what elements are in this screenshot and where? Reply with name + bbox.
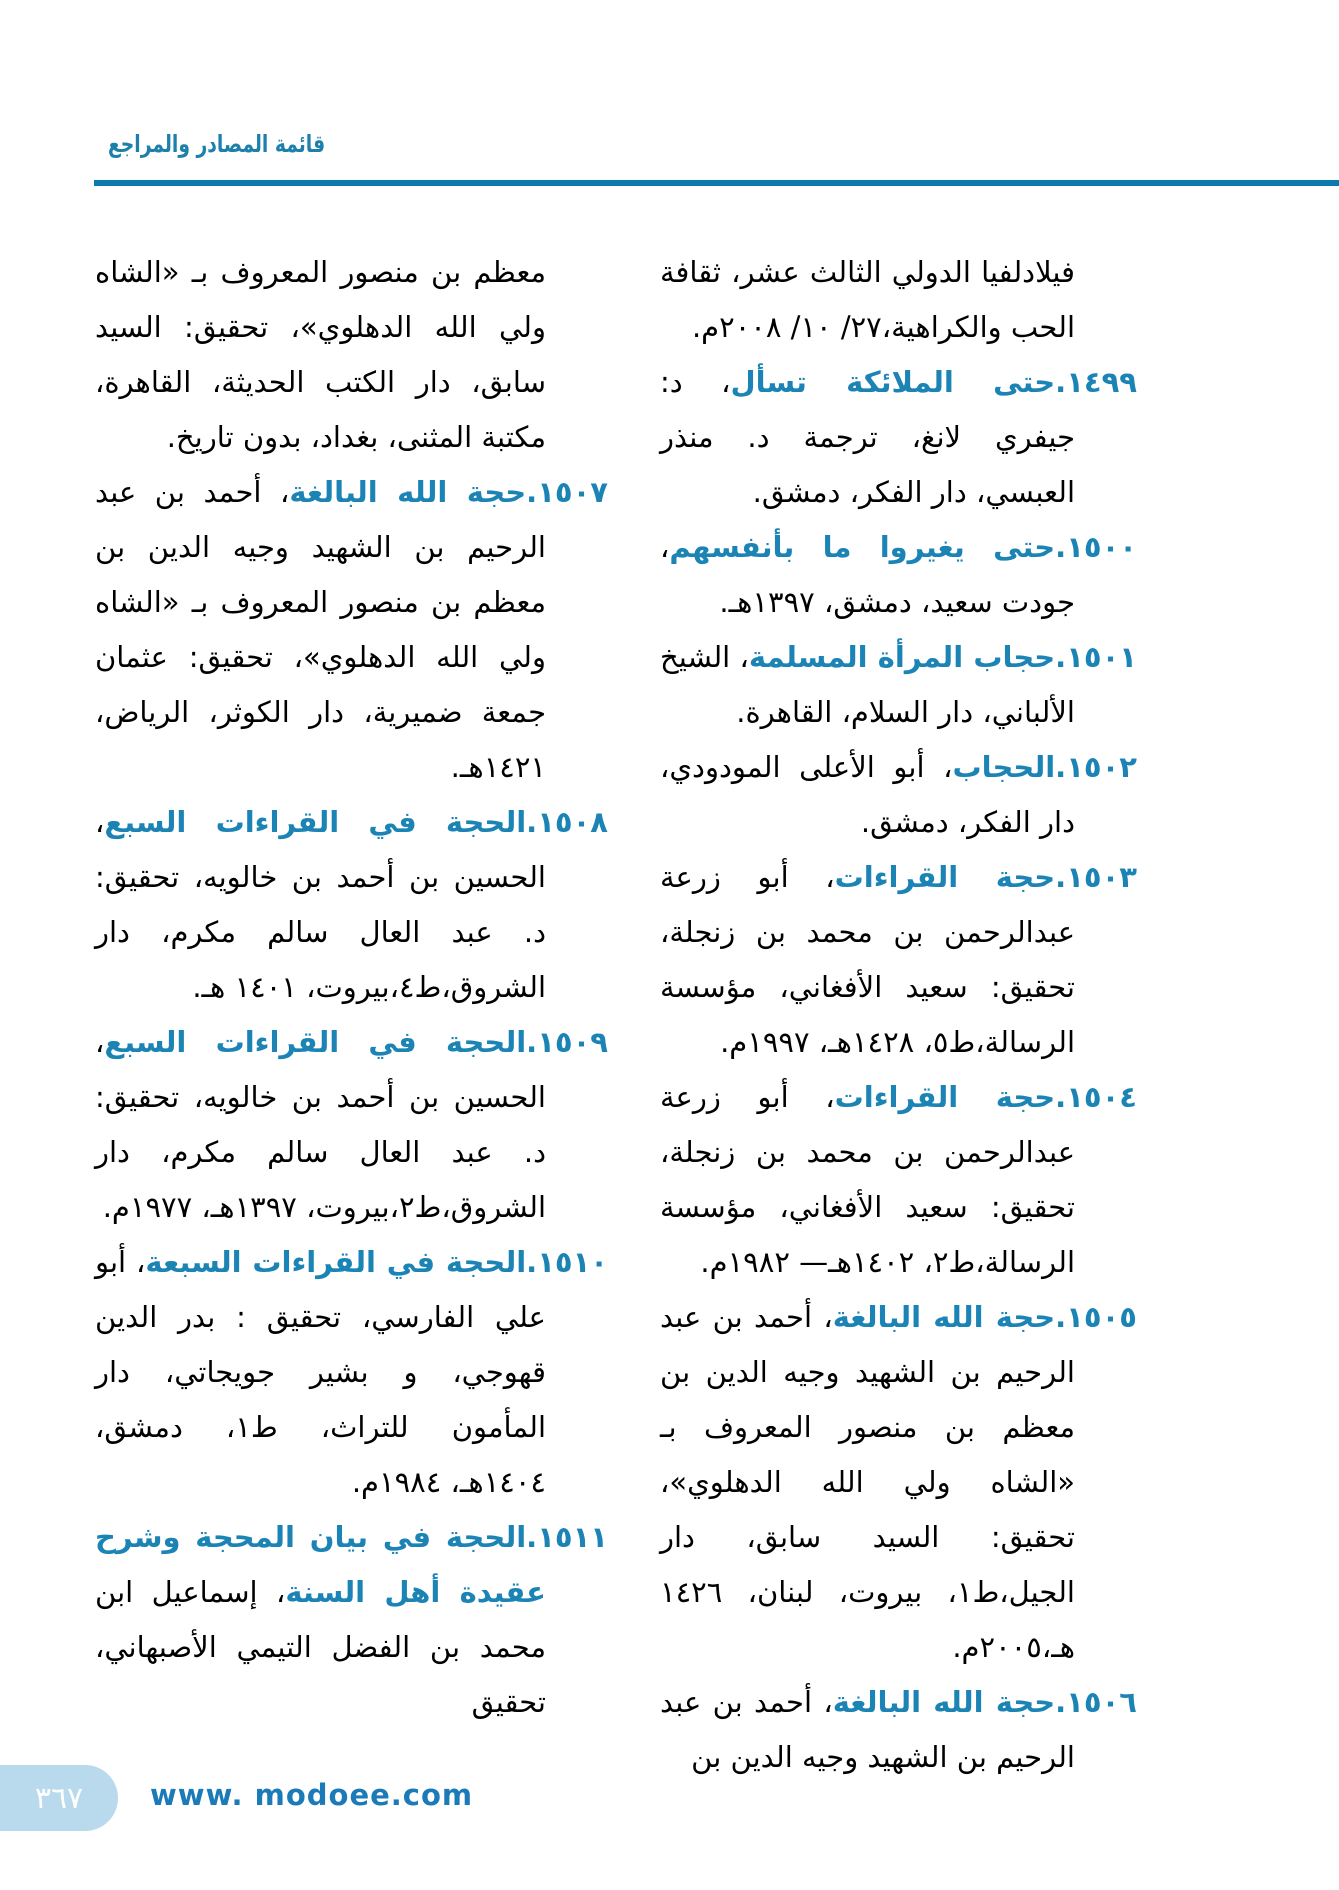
- page-header-title: قائمة المصادر والمراجع: [108, 130, 326, 158]
- entry-number: ١٥٠٢.: [1055, 750, 1137, 784]
- entry-title: الحجاب: [952, 750, 1056, 784]
- reference-entry: [660, 1675, 1137, 1785]
- reference-entry: [660, 1070, 1137, 1290]
- entry-text: ، أحمد بن عبد الرحيم بن الشهيد وجيه الدين بن: [660, 1685, 1075, 1774]
- reference-continuation: [95, 245, 608, 465]
- entry-title: الحجة في القراءات السبعة: [145, 1245, 527, 1279]
- entry-number: ١٥٠٨.: [526, 805, 608, 839]
- entry-text: ، أبو الأعلى المودودي، دار الفكر، دمشق.: [660, 750, 1075, 839]
- reference-entry: [660, 1290, 1137, 1675]
- entry-title: حجة الله البالغة: [289, 475, 527, 509]
- reference-entry: [660, 850, 1137, 1070]
- entry-text: ، أبو زرعة عبدالرحمن بن محمد بن زنجلة، تحقيق: سعيد الأفغاني، مؤسسة الرسالة،ط٢، ١٤٠٢هـ— ١٩٨٢م.: [660, 1080, 1075, 1279]
- header-divider-rule: [94, 180, 1339, 186]
- entry-number: ١٥٠١.: [1055, 640, 1138, 674]
- page-number: ٣٦٧: [34, 1780, 84, 1816]
- reference-continuation: [660, 245, 1137, 355]
- entry-text: ، د: جيفري لانغ، ترجمة د. منذر العبسي، دار الفكر، دمشق.: [660, 365, 1075, 509]
- entry-number: ١٥٠٠.: [1055, 530, 1137, 564]
- references-column-right: [660, 245, 1137, 1785]
- entry-number: ١٥١٠.: [526, 1245, 608, 1279]
- entry-text: ، جودت سعيد، دمشق، ١٣٩٧هـ.: [660, 530, 1075, 619]
- entry-number: ١٥١١.: [526, 1520, 608, 1554]
- entry-text: ، الشيخ الألباني، دار السلام، القاهرة.: [660, 640, 1075, 729]
- entry-text: معظم بن منصور المعروف بـ «الشاه ولي الله الدهلوي»، تحقيق: السيد سابق، دار الكتب الحديثة، القاهرة، مكتبة المثنى، بغداد، بدون تاريخ.: [95, 255, 546, 454]
- entry-title: حجة القراءات: [834, 860, 1056, 894]
- entry-title: حتى الملائكة تسأل: [730, 365, 1056, 399]
- entry-title: حتى يغيروا ما بأنفسهم: [669, 530, 1056, 564]
- entry-text: فيلادلفيا الدولي الثالث عشر، ثقافة الحب والكراهية،٢٧/ ١٠/ ٢٠٠٨م.: [660, 255, 1075, 344]
- reference-entry: [660, 520, 1137, 630]
- reference-entry: [95, 465, 608, 795]
- entry-number: ١٥٠٩.: [526, 1025, 608, 1059]
- entry-title: حجة القراءات: [834, 1080, 1056, 1114]
- entry-number: ١٥٠٥.: [1055, 1300, 1137, 1334]
- reference-entry: [660, 740, 1137, 850]
- entry-text: ، أحمد بن عبد الرحيم بن الشهيد وجيه الدين بن معظم بن منصور المعروف بـ «الشاه ولي الله الدهلوي»، تحقيق: عثمان جمعة ضميرية، دار الكوثر، الرياض، ١٤٢١هـ.: [95, 475, 546, 784]
- reference-entry: [660, 355, 1137, 520]
- page-number-badge: [0, 1765, 118, 1831]
- entry-number: ١٥٠٤.: [1055, 1080, 1137, 1114]
- reference-entry: [95, 1510, 608, 1730]
- entry-title: الحجة في بيان المحجة وشرح عقيدة أهل السنة: [95, 1520, 546, 1609]
- reference-entry: [660, 630, 1137, 740]
- entry-text: ، إسماعيل ابن محمد بن الفضل التيمي الأصبهاني، تحقيق: [95, 1575, 546, 1719]
- entry-text: ، أبو علي الفارسي، تحقيق : بدر الدين قهوجي، و بشير جويجاتي، دار المأمون للتراث، ط١، دمشق، ١٤٠٤هـ، ١٩٨٤م.: [95, 1245, 546, 1499]
- entry-title: حجاب المرأة المسلمة: [748, 640, 1056, 674]
- reference-entry: [95, 1015, 608, 1235]
- reference-entry: [95, 1235, 608, 1510]
- entry-text: ، أحمد بن عبد الرحيم بن الشهيد وجيه الدين بن معظم بن منصور المعروف بـ «الشاه ولي الله الدهلوي»، تحقيق: السيد سابق، دار الجيل،ط١، بيروت، لبنان، ١٤٢٦ هـ،٢٠٠٥م.: [660, 1300, 1075, 1664]
- entry-text: ، الحسين بن أحمد بن خالويه، تحقيق: د. عبد العال سالم مكرم، دار الشروق،ط٢،بيروت، ١٣٩٧هـ، ١٩٧٧م.: [95, 1025, 546, 1224]
- entry-number: ١٥٠٦.: [1055, 1685, 1137, 1719]
- website-link[interactable]: www. modoee.com: [150, 1778, 474, 1812]
- references-column-left: [95, 245, 608, 1730]
- entry-number: ١٥٠٧.: [526, 475, 608, 509]
- entry-title: الحجة في القراءات السبع: [104, 805, 527, 839]
- entry-number: ١٤٩٩.: [1055, 365, 1138, 399]
- entry-text: ، أبو زرعة عبدالرحمن بن محمد بن زنجلة، تحقيق: سعيد الأفغاني، مؤسسة الرسالة،ط٥، ١٤٢٨هـ، ١٩٩٧م.: [660, 860, 1075, 1059]
- reference-entry: [95, 795, 608, 1015]
- entry-text: ، الحسين بن أحمد بن خالويه، تحقيق: د. عبد العال سالم مكرم، دار الشروق،ط٤،بيروت، ١٤٠١ هـ.: [95, 805, 546, 1004]
- entry-number: ١٥٠٣.: [1055, 860, 1137, 894]
- entry-title: حجة الله البالغة: [832, 1685, 1056, 1719]
- entry-title: الحجة في القراءات السبع: [104, 1025, 527, 1059]
- entry-title: حجة الله البالغة: [832, 1300, 1056, 1334]
